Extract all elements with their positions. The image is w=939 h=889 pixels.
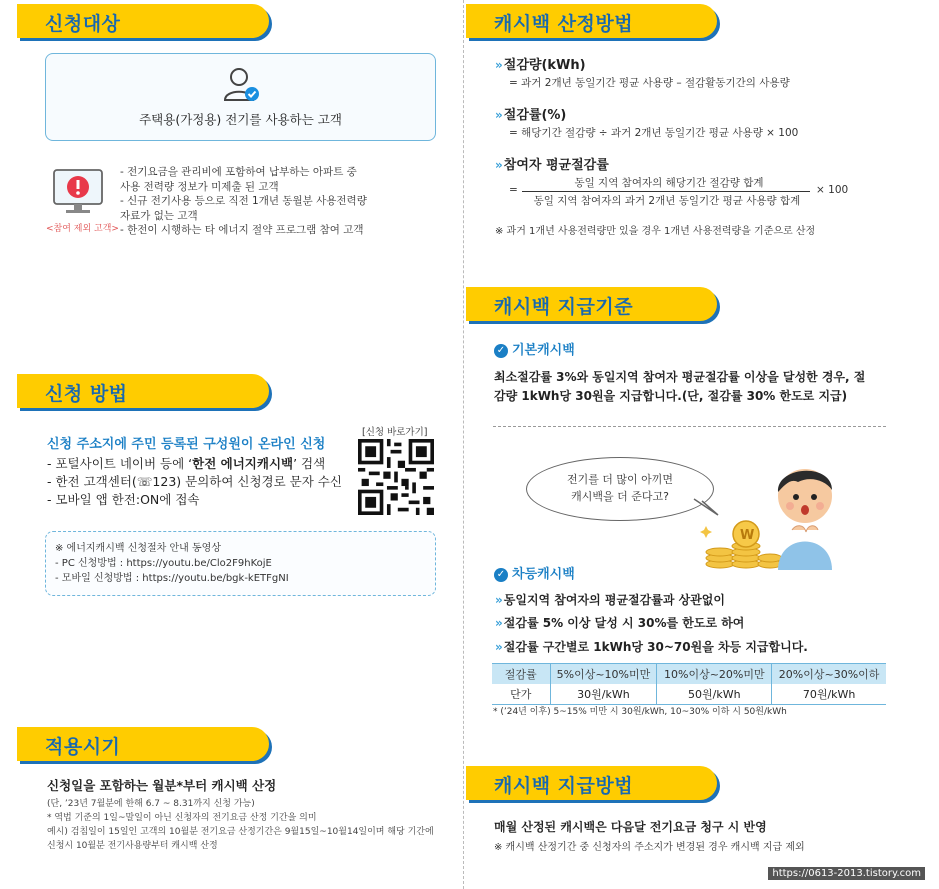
payment-note: ※ 캐시백 산정기간 중 신청자의 주소지가 변경된 경우 캐시백 지급 제외 [494, 842, 805, 853]
rate-formula: = 해당기간 절감량 ÷ 과거 2개년 동일기간 평균 사용량 × 100 [509, 127, 799, 139]
period-note: 예시) 검침일이 15일인 고객의 10월분 전기요금 산정기간은 9월15일~10월14일이며 해당 기간에 [47, 827, 434, 837]
section-title-criteria: 캐시백 지급기준 [466, 287, 717, 321]
basic-cashback-head: ✓ 기본캐시백 [494, 339, 575, 358]
excluded-item: - 한전이 시행하는 타 에너지 절약 프로그램 참여 고객 [120, 224, 364, 236]
search-keyword: 한전 에너지캐시백 [192, 456, 294, 471]
diff-item-2: » 절감률 5% 이상 달성 시 30%를 한도로 하여 [495, 616, 745, 630]
excluded-list [120, 165, 440, 238]
apply-item: - 포털사이트 네이버 등에 ‘한전 에너지캐시백’ 검색 [47, 456, 326, 471]
check-circle-icon: ✓ [494, 568, 508, 582]
table-header: 10%이상~20%미만 [657, 664, 772, 685]
section-title-apply: 신청 방법 [17, 374, 269, 408]
avg-multiplier: × 100 [816, 184, 849, 196]
saving-head: » 절감량(kWh) [495, 58, 586, 73]
avg-denominator: 동일 지역 참여자의 과거 2개년 동일기간 평균 사용량 합계 [533, 195, 801, 207]
avg-head: » 참여자 평균절감률 [495, 158, 609, 173]
dashed-divider [493, 426, 886, 427]
table-header: 5%이상~10%미만 [550, 664, 657, 685]
qr-code[interactable] [358, 439, 434, 515]
avg-equals: = [509, 184, 518, 196]
diff-item-3: » 절감률 구간별로 1kWh당 30~70원을 차등 지급합니다. [495, 640, 808, 654]
excluded-item: 자료가 없는 고객 [120, 209, 198, 222]
double-chevron-icon: » [495, 58, 500, 72]
excluded-item: - 전기요금을 관리비에 포함하여 납부하는 아파트 중 [120, 166, 357, 178]
fraction-line [522, 191, 810, 192]
excluded-item: - 신규 전기사용 등으로 직전 1개년 동월분 사용전력량 [120, 195, 367, 207]
video-pc-link[interactable]: - PC 신청방법 : https://youtu.be/Clo2F9hKojE [55, 558, 272, 569]
period-note: (단, ’23년 7월분에 한해 6.7 ~ 8.31까지 신청 가능) [47, 799, 255, 809]
svg-text:W: W [740, 528, 755, 543]
apply-item: - 모바일 앱 한전:ON에 접속 [47, 492, 200, 507]
table-cell: 단가 [492, 684, 550, 705]
section-title-payment: 캐시백 지급방법 [466, 766, 717, 800]
apply-headline: 신청 주소지에 주민 등록된 구성원이 온라인 신청 [47, 437, 326, 452]
period-note: * 역법 기준의 1일~말일이 아닌 신청자의 전기요금 산정 기간을 의미 [47, 813, 317, 823]
table-header: 20%이상~30%이하 [772, 664, 886, 685]
boy-illustration [770, 452, 840, 570]
qr-label: [신청 바로가기] [362, 427, 428, 438]
diff-cashback-head: ✓ 차등캐시백 [494, 563, 575, 582]
table-cell: 50원/kWh [657, 684, 772, 705]
check-circle-icon: ✓ [494, 344, 508, 358]
speech-bubble: 전기를 더 많이 아끼면 캐시백을 더 준다고? [526, 457, 714, 521]
rate-head: » 절감률(%) [495, 108, 567, 123]
section-title-target: 신청대상 [17, 4, 269, 38]
section-title-period: 적용시기 [17, 727, 269, 761]
monitor-warning-icon [52, 168, 104, 216]
table-note: * (’24년 이후) 5~15% 미만 시 30원/kWh, 10~30% 이하 시 50원/kWh [493, 707, 787, 717]
excluded-item: 사용 전력량 정보가 미제출 된 고객 [120, 180, 279, 193]
period-notes [47, 797, 447, 853]
basic-cashback-text: 최소절감률 3%와 동일지역 참여자 평균절감률 이상을 달성한 경우, 절 감량 1kWh당 30원을 지급합니다.(단, 절감률 30% 한도로 지급) [494, 370, 866, 403]
excluded-label: <참여 제외 고객> [46, 224, 119, 234]
video-guide-title: ※ 에너지캐시백 신청절차 안내 동영상 [55, 543, 221, 554]
target-box [45, 53, 436, 141]
payment-headline: 매월 산정된 캐시백은 다음달 전기요금 청구 시 반영 [494, 820, 767, 834]
video-mobile-link[interactable]: - 모바일 신청방법 : https://youtu.be/bgk-kETFgNI [55, 573, 289, 584]
target-text: 주택용(가정용) 전기를 사용하는 고객 [139, 112, 342, 127]
watermark: https://0613-2013.tistory.com [768, 867, 925, 880]
apply-item: - 한전 고객센터(☏123) 문의하여 신청경로 문자 수신 [47, 474, 342, 489]
apply-list [47, 455, 342, 509]
diff-item-1: » 동일지역 참여자의 평균절감률과 상관없이 [495, 593, 725, 607]
method-note: ※ 과거 1개년 사용전력량만 있을 경우 1개년 사용전력량을 기준으로 산정 [495, 226, 816, 237]
table-header: 절감률 [492, 664, 550, 685]
period-note: 신청시 10월분 전기사용량부터 캐시백 산정 [47, 841, 218, 851]
period-headline: 신청일을 포함하는 월분*부터 캐시백 산정 [47, 778, 277, 793]
rate-table [492, 663, 886, 705]
double-chevron-icon: » [495, 158, 500, 172]
column-divider [463, 0, 464, 889]
table-cell: 70원/kWh [772, 684, 886, 705]
double-chevron-icon: » [495, 640, 500, 654]
table-cell: 30원/kWh [550, 684, 657, 705]
video-guide-box [45, 531, 436, 596]
double-chevron-icon: » [495, 108, 500, 122]
avg-numerator: 동일 지역 참여자의 해당기간 절감량 합계 [574, 177, 764, 189]
user-check-icon [222, 66, 262, 104]
double-chevron-icon: » [495, 593, 500, 607]
double-chevron-icon: » [495, 616, 500, 630]
saving-formula: = 과거 2개년 동일기간 평균 사용량 – 절감활동기간의 사용량 [509, 77, 790, 89]
section-title-method: 캐시백 산정방법 [466, 4, 717, 38]
table-header-row [492, 664, 886, 685]
table-row [492, 684, 886, 705]
